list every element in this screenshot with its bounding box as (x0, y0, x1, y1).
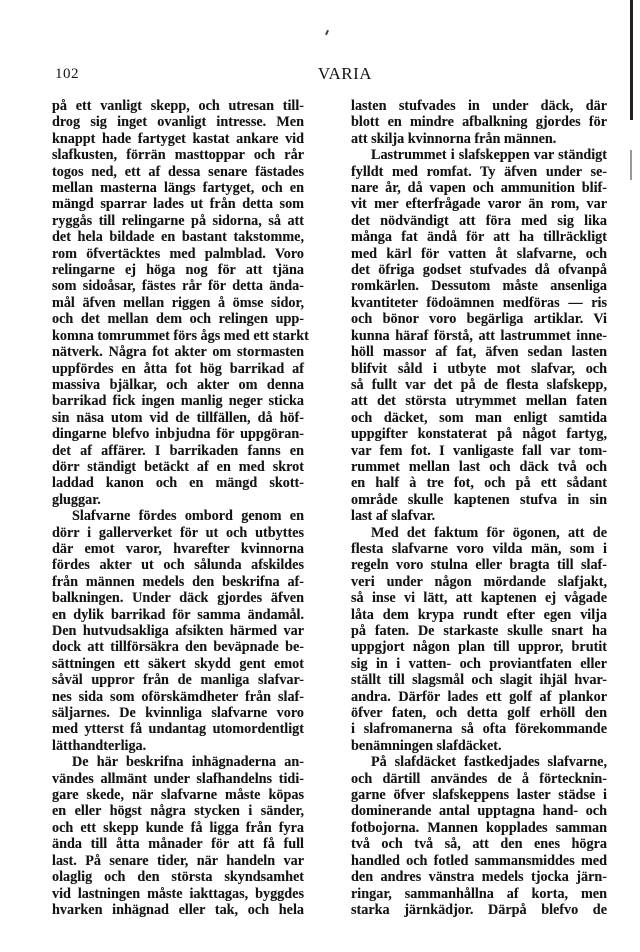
text-line: barrikad fick ingen manlig neger sticka (52, 393, 304, 410)
text-line: och därtill användes de å förtecknin- (351, 770, 607, 787)
text-line: sin näsa utom vid de tillfällen, då höf- (52, 409, 304, 426)
text-line: en dylik barrikad för samma ändamål. (52, 606, 304, 623)
text-line: balkningen. Under däck gjordes äfven (52, 590, 304, 607)
text-line: flesta slafvarne voro vilda män, som i (351, 540, 607, 557)
text-line: sig in i vatten- och proviantfaten eller (351, 655, 607, 672)
text-line: som sidoåsar, fästes rår för detta ända- (52, 278, 304, 295)
text-line: Den hutvudsakliga afsikten härmed var (52, 623, 304, 639)
text-line: hvarken inhägnad eller tak, och hela (52, 901, 304, 918)
text-line: romkärlen. Dessutom måste ansenliga (351, 278, 607, 295)
text-line: med kärl för vatten åt slafvarne, och (351, 245, 607, 262)
text-line: kunna häraf förstå, att lastrummet inne- (351, 327, 607, 344)
text-line: så inse vi lätt, att kaptenen ej vågade (351, 590, 607, 607)
text-line: vid lastningen måste iakttagas, byggdes (52, 885, 304, 902)
text-line: gare skede, när slafvarne måste köpas (52, 787, 304, 804)
text-line: starka järnkädjor. Därpå blefvo de (351, 901, 607, 918)
text-line: så fullt var det på de flesta slafskepp, (351, 376, 607, 393)
text-line: dock att tillförsäkra den beväpnade be- (52, 639, 304, 656)
text-line: knappt hade fartyget kastat ankare vid (52, 130, 304, 147)
running-title: VARIA (317, 64, 373, 83)
text-line: rom öfvertäcktes med palmblad. Voro (52, 245, 304, 262)
text-line: det nödvändigt att föra med sig lika (351, 212, 607, 229)
paragraph (52, 98, 309, 508)
right-column (351, 98, 607, 918)
text-line: en eller högst några stycken i sänder, (52, 803, 304, 820)
text-line: togos ned, ett af dessa senare fästades (52, 163, 304, 180)
text-line: veri under någon mördande slafjakt, (351, 573, 607, 590)
paragraph (351, 147, 607, 524)
text-line: mellan masterna längs fartyget, och en (52, 180, 304, 197)
scan-edge-mark (630, 150, 632, 180)
text-line: säljarnes. De kvinnliga slafvarne voro (52, 705, 304, 722)
text-line: där emot varor, hvarefter kvinnorna (52, 540, 304, 557)
paragraph (52, 754, 304, 918)
text-line: rummet mellan last och däck två och (351, 458, 607, 475)
text-line: nare år, då vapen och ammunition blif- (351, 180, 607, 197)
text-line: många fat ändå för att ha tillräckligt (351, 229, 607, 246)
text-line: den andres vänstra medels tjocka järn- (351, 869, 607, 886)
text-line: blifvit såld i utbyte mot slafvar, och (351, 360, 607, 377)
scan-speck (325, 30, 329, 35)
text-line: benämningen slafdäcket. (351, 737, 502, 754)
paragraph (351, 525, 607, 755)
text-line: på ett vanligt skepp, och utresan till- (52, 98, 304, 114)
text-line: uppgjort någon plan till uppror, brutit (351, 639, 607, 656)
text-line: det af affärer. I barrikaden fanns en (52, 442, 304, 459)
text-line: och ett skepp kunde få ligga från fyra (52, 819, 304, 836)
text-line: uppgifter konstaterat på något fartyg, (351, 426, 607, 443)
text-line: låta dem krypa rundt efter egen vilja (351, 606, 607, 623)
text-line: nes sida som oförskämdheter från slaf- (52, 688, 304, 705)
text-line: olaglig och den största skyndsamhet (52, 869, 304, 886)
text-line: vit mer efterfrågade varor än rom, var (351, 196, 607, 213)
text-line: fördes akter ut och sålunda afskildes (52, 557, 304, 574)
text-line: drog sig inget ovanligt intresse. Men (52, 114, 304, 131)
text-line: dörr i gallerverket för ut och utbyttes (52, 524, 304, 541)
text-line: garne öfver slafskeppens laster städse i (351, 787, 607, 804)
paragraph (351, 754, 607, 918)
text-line: massiva bjälkar, och akter om denna (52, 376, 304, 393)
text-line: slafkusten, förrän masttoppar och rår (52, 147, 304, 164)
text-line: höll massor af fat, äfven sedan lasten (351, 344, 607, 361)
text-line: gluggar. (52, 491, 101, 508)
text-line: med ytterst få undantag utomordentligt (52, 721, 304, 738)
text-line: en half à tre fot, och på ett sådant (351, 475, 607, 492)
text-line: På slafdäcket fastkedjades slafvarne, (371, 754, 607, 771)
text-line: regeln voro stulna eller bragta till slaf- (351, 557, 607, 574)
paragraph (351, 98, 607, 147)
text-line: vändes allmänt under slafhandelns tidi- (52, 770, 304, 787)
text-line: andra. Därför lades ett golf af plankor (351, 688, 607, 705)
text-line: handled och fotled sammansmiddes med (351, 852, 607, 869)
scan-edge (630, 0, 633, 120)
text-line: på faten. De starkaste skulle snart ha (351, 623, 607, 639)
text-line: kvantiteter födoämnen medföras — ris (351, 294, 607, 311)
text-line: och bönor voro begärliga artiklar. Vi (351, 311, 607, 328)
text-line: laddad kanon och en mängd skott- (52, 475, 304, 492)
text-line: nätverk. Några fot akter om stormasten (52, 344, 304, 361)
text-line: område skulle kaptenen stufva in sin (351, 491, 607, 508)
text-line: blott en mindre afbalkning gjordes för (351, 114, 607, 131)
text-line: var fem fot. I vanligaste fall var tom- (351, 442, 607, 459)
text-line: ända till åtta månader för att få full (52, 836, 304, 853)
text-line: sättningen ett säkert skydd gent emot (52, 655, 304, 672)
text-line: last af slafvar. (351, 508, 436, 525)
text-line: att det största utrymmet mellan faten (351, 393, 607, 410)
text-line: två och två så, att den enes högra (351, 836, 607, 853)
text-line: komna tomrummet förs ågs med ett starkt (52, 327, 309, 344)
text-line: det hela bildade en bastant takstomme, (52, 229, 304, 246)
text-line: från männen medels den beskrifna af- (52, 573, 304, 590)
text-line: lasten stufvades in under däck, där (351, 98, 607, 114)
page-number: 102 (55, 66, 79, 82)
text-line: öfver faten, och detta golf erhöll den (351, 705, 607, 722)
text-line: och däcket, som man enligt samtida (351, 409, 607, 426)
text-line: Lastrummet i slafskeppen var ständigt (371, 147, 607, 164)
text-line: uppfördes en åtta fot hög barrikad af (52, 360, 304, 377)
text-line: och det mellan dem och relingen upp- (52, 311, 304, 328)
text-line: De här beskrifna inhägnaderna an- (72, 754, 304, 771)
text-line: ställt till slagsmål och slagit ihjäl hvar- (351, 672, 607, 689)
text-line: dörr ständigt betäckt af en med skrot (52, 458, 304, 475)
text-line: ryggås till relingarne på sidorna, så att (52, 212, 304, 229)
text-line: att skilja kvinnorna från männen. (351, 130, 557, 147)
left-column (52, 98, 309, 918)
text-line: Med det faktum för ögonen, att de (371, 524, 607, 541)
paragraph (52, 508, 304, 754)
text-line: dominerande antal upptagna hand- och (351, 803, 607, 820)
text-line: Slafvarne fördes ombord genom en (72, 508, 304, 525)
text-line: ringar, sammanhållna af korta, men (351, 885, 607, 902)
text-line: fotbojorna. Mannen kopplades samman (351, 819, 607, 836)
text-line: relingarne ej höga nog för att tjäna (52, 262, 304, 279)
text-line: fylldt med romfat. Ty äfven under se- (351, 163, 607, 180)
text-line: mål äfven mellan riggen å ömse sidor, (52, 294, 304, 311)
text-line: dingarne blefvo inbjudna för uppgöran- (52, 426, 304, 443)
text-line: såväl uppror från de manliga slafvar- (52, 672, 304, 689)
text-line: det öfriga godset stufvades då ofvanpå (351, 262, 607, 279)
text-line: mängd sparrar lades ut från detta som (52, 196, 304, 213)
text-line: last. På senare tider, när handeln var (52, 852, 304, 869)
text-line: lätthandterliga. (52, 737, 147, 754)
text-line: i slafromanerna så ofta förekommande (351, 721, 607, 738)
